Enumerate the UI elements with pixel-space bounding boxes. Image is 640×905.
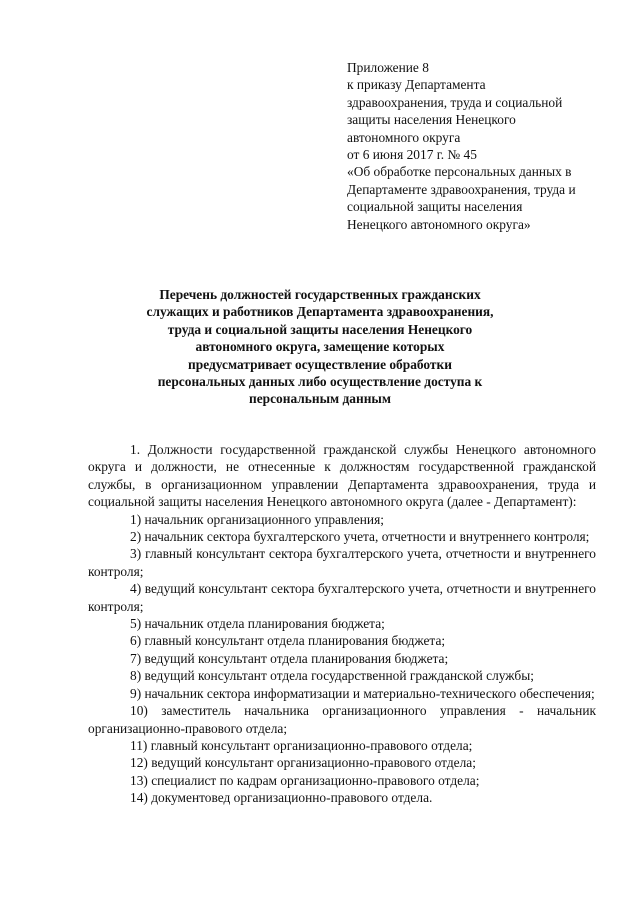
appendix-line: Ненецкого автономного округа» bbox=[347, 216, 531, 232]
title-line: труда и социальной защиты населения Ненецкого bbox=[167, 321, 473, 337]
list-item: 11) главный консультант организационно-правового отдела; bbox=[130, 737, 473, 753]
list-item: 5) начальник отдела планирования бюджета; bbox=[130, 616, 385, 632]
appendix-line: «Об обработке персональных данных в bbox=[347, 164, 572, 180]
appendix-line: социальной защиты населения bbox=[347, 199, 523, 215]
appendix-line: здравоохранения, труда и социальной bbox=[347, 94, 563, 110]
list-item: 6) главный консультант отдела планирования бюджета; bbox=[130, 633, 446, 649]
list-item: 9) начальник сектора информатизации и материально-технического обеспечения; bbox=[130, 685, 595, 701]
title-line: служащих и работников Департамента здравоохранения, bbox=[146, 304, 494, 320]
document-body bbox=[88, 441, 596, 807]
appendix-line: защиты населения Ненецкого bbox=[347, 112, 516, 128]
appendix-line: от 6 июня 2017 г. № 45 bbox=[347, 147, 477, 163]
list-item: 1) начальник организационного управления; bbox=[130, 511, 384, 527]
list-item: 10) заместитель начальника организационного управления - начальник организационно-правового отдела; bbox=[88, 703, 596, 736]
list-item: 4) ведущий консультант сектора бухгалтерского учета, отчетности и внутреннего контроля; bbox=[88, 581, 596, 614]
title-line: Перечень должностей государственных гражданских bbox=[159, 287, 481, 302]
title-line: предусматривает осуществление обработки bbox=[188, 356, 452, 372]
list-item: 14) документовед организационно-правового отдела. bbox=[130, 790, 433, 806]
list-item: 3) главный консультант сектора бухгалтерского учета, отчетности и внутреннего контроля; bbox=[88, 546, 596, 579]
appendix-line: автономного округа bbox=[347, 129, 461, 145]
title-line: персональным данным bbox=[249, 391, 391, 407]
list-item: 2) начальник сектора бухгалтерского учета, отчетности и внутреннего контроля; bbox=[130, 529, 590, 545]
list-item: 13) специалист по кадрам организационно-правового отдела; bbox=[130, 772, 480, 788]
intro-paragraph: 1. Должности государственной гражданской службы Ненецкого автономного округа и должности, не отнесенные к должностям государственной гражданской службы, в организационном управлении Департамента здравоохранения, труда и социальной защиты населения Ненецкого автономного округа (далее - Департамент): bbox=[88, 442, 596, 510]
list-item: 7) ведущий консультант отдела планирования бюджета; bbox=[130, 650, 449, 666]
title-line: автономного округа, замещение которых bbox=[195, 339, 445, 355]
appendix-line: Департаменте здравоохранения, труда и bbox=[347, 181, 576, 197]
list-item: 8) ведущий консультант отдела государственной гражданской службы; bbox=[130, 668, 534, 684]
appendix-header bbox=[347, 59, 607, 233]
title-line: персональных данных либо осуществление доступа к bbox=[157, 374, 483, 390]
document-title bbox=[130, 286, 510, 408]
appendix-line: к приказу Департамента bbox=[347, 77, 486, 93]
list-item: 12) ведущий консультант организационно-правового отдела; bbox=[130, 755, 476, 771]
appendix-line: Приложение 8 bbox=[347, 60, 429, 75]
